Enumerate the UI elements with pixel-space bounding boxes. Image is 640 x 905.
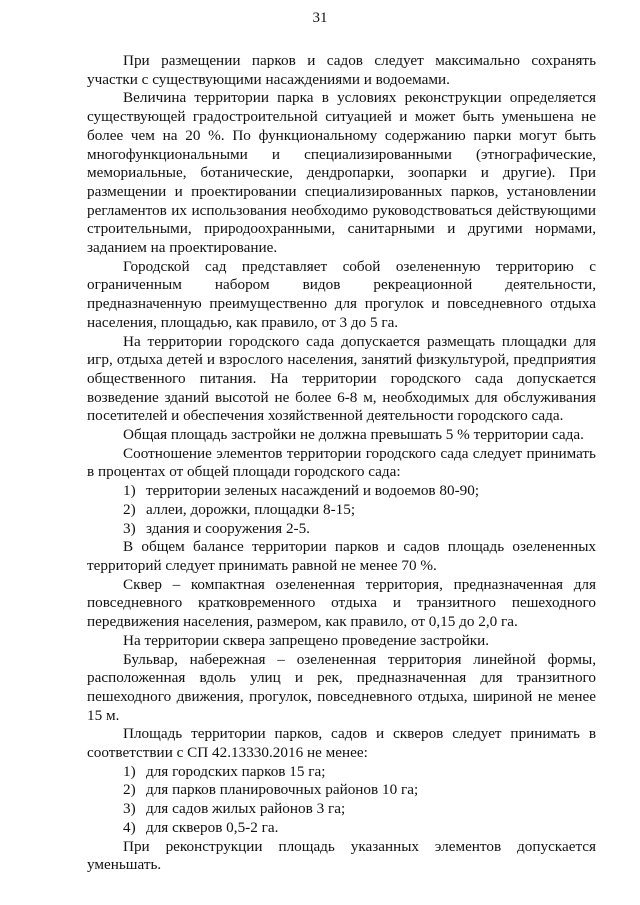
list-item-number: 3)	[123, 519, 136, 537]
paragraph-boulevard: Бульвар, набережная – озелененная территория линейной формы, расположенная вдоль улиц и рек, предназначенная для транзитного пешеходного движения, прогулок, повседневного отдыха, шириной не менее 15 м.	[87, 650, 596, 724]
list-item	[87, 781, 596, 800]
paragraph-garden-facilities: На территории городского сада допускается размещать площадки для игр, отдыха детей и взрослого населения, занятий физкультурой, предприятия общественного питания. На территории городского сада допускается возведение зданий высотой не более 6-8 м, необходимых для обслуживания посетителей и обеспечения хозяйственной деятельности городского сада.	[87, 332, 596, 425]
list-item-text: для парков планировочных районов 10 га;	[146, 781, 419, 799]
paragraph-square: Сквер – компактная озелененная территория, предназначенная для повседневного кратковременного отдыха и транзитного пешеходного передвижения населения, размером, как правило, от 0,15 до 2,0 га.	[87, 575, 596, 631]
list-item-text: аллеи, дорожки, площадки 8-15;	[146, 500, 356, 518]
paragraph-reconstruction: При реконструкции площадь указанных элементов допускается уменьшать.	[87, 837, 596, 874]
list-item-text: для садов жилых районов 3 га;	[146, 800, 346, 818]
list-item-number: 4)	[123, 818, 136, 836]
list-item-text: для городских парков 15 га;	[146, 762, 326, 780]
list-item-number: 2)	[123, 500, 136, 518]
list-item-number: 2)	[123, 781, 136, 799]
paragraph-park-size: Величина территории парка в условиях реконструкции определяется существующей градостроительной ситуацией и может быть уменьшена не более чем на 20 %. По функциональному содержанию парки могут быть многофункциональными и специализированными (этнографические, мемориальные, ботанические, дендропарки, зоопарки и другие). При размещении и проектировании специализированных парков, установлении регламентов их использования необходимо руководствоваться действующими строительными, природоохранными, санитарными и другими нормами, заданием на проектирование.	[87, 89, 596, 257]
page-number: 31	[312, 10, 328, 26]
paragraph-building-area: Общая площадь застройки не должна превышать 5 % территории сада.	[123, 426, 584, 444]
paragraph-area-requirements: Площадь территории парков, садов и скверов следует принимать в соответствии с СП 42.13330.2016 не менее:	[87, 725, 596, 762]
list-item	[87, 501, 596, 520]
document-body	[87, 52, 596, 875]
paragraph-parks-preservation: При размещении парков и садов следует максимально сохранять участки с существующими насаждениями и водоемами.	[87, 52, 596, 88]
paragraph-square-no-building: На территории сквера запрещено проведение застройки.	[123, 631, 490, 649]
paragraph-green-balance: В общем балансе территории парков и садов площадь озелененных территорий следует принимать равной не менее 70 %.	[87, 538, 596, 574]
list-item-text: здания и сооружения 2-5.	[146, 519, 310, 537]
list-item-text: для скверов 0,5-2 га.	[146, 818, 279, 836]
list-item	[87, 819, 596, 838]
list-item-number: 1)	[123, 482, 136, 500]
list-item	[87, 800, 596, 819]
garden-ratio-list	[87, 482, 596, 538]
list-item-number: 3)	[123, 800, 136, 818]
list-item-number: 1)	[123, 762, 136, 780]
paragraph-garden-ratio: Соотношение элементов территории городского сада следует принимать в процентах от общей площади городского сада:	[87, 444, 596, 481]
list-item	[87, 763, 596, 782]
list-item	[87, 482, 596, 501]
paragraph-city-garden: Городской сад представляет собой озелененную территорию с ограниченным набором видов рекреационной деятельности, предназначенную преимущественно для прогулок и повседневного отдыха населения, площадью, как правило, от 3 до 5 га.	[87, 257, 596, 331]
area-requirements-list	[87, 763, 596, 838]
list-item	[87, 520, 596, 539]
list-item-text: территории зеленых насаждений и водоемов 80-90;	[146, 482, 480, 500]
